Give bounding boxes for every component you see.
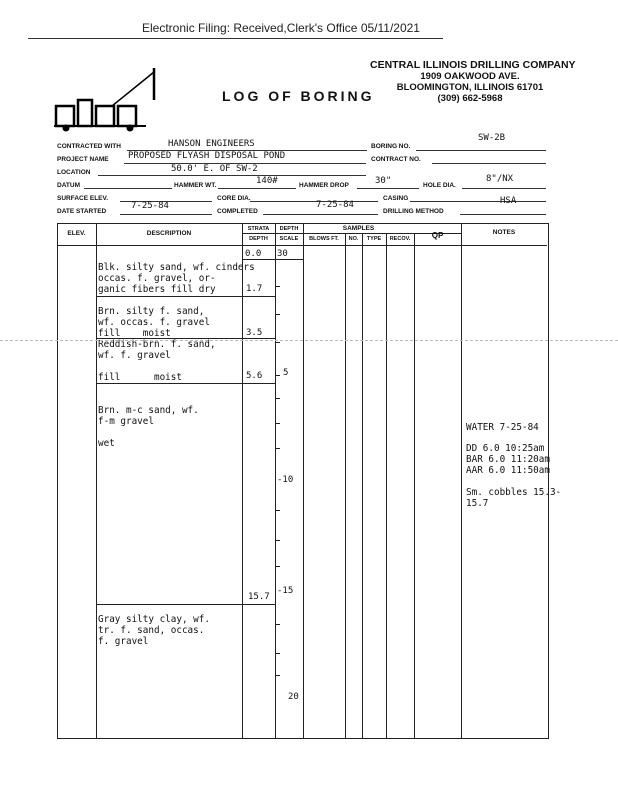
col-scale-header: SCALE [279, 236, 299, 242]
completed-label: COMPLETED [217, 208, 258, 215]
layer-2-description: Brn. silty f. sand, wf. occas. f. gravel fill moist [98, 306, 210, 339]
note-water: WATER 7-25-84 [466, 422, 539, 433]
scale-mark-5: 5 [283, 368, 289, 378]
note-dd: DD 6.0 10:25am [466, 443, 545, 454]
boring-no-value: SW-2B [478, 133, 506, 143]
filing-header: Electronic Filing: Received,Clerk's Office 05/11/2021 [142, 21, 420, 35]
layer-4-description: Brn. m-c sand, wf. f-m gravel wet [98, 405, 199, 449]
header-underline [28, 38, 443, 39]
col-description-header: DESCRIPTION [146, 230, 192, 237]
drilling-method-label: DRILLING METHOD [383, 208, 444, 215]
company-address-street: 1909 OAKWOOD AVE. [420, 71, 520, 82]
boring-no-label: BORING NO. [371, 143, 411, 150]
layer-2-depth: 3.5 [246, 328, 263, 338]
start-depth: 0.0 [245, 249, 262, 259]
scan-artifact-line [0, 340, 618, 341]
col-type-header: TYPE [366, 236, 382, 242]
project-name-value: PROPOSED FLYASH DISPOSAL POND [128, 151, 286, 161]
contract-no-label: CONTRACT NO. [371, 156, 421, 163]
hole-dia-value: 8"/NX [486, 174, 514, 184]
col-recov-header: RECOV. [389, 236, 411, 242]
layer-1-depth: 1.7 [246, 284, 263, 294]
cidco-logo [50, 66, 160, 132]
contracted-with-label: CONTRACTED WITH [57, 143, 121, 150]
company-address-city: BLOOMINGTON, ILLINOIS 61701 [396, 82, 544, 93]
col-blows-header: BLOWS FT. [309, 236, 339, 242]
hammer-drop-value: 30" [375, 176, 392, 186]
note-aar: AAR 6.0 11:50am [466, 465, 550, 476]
layer-1-description: Blk. silty sand, wf. cinders occas. f. gravel, or- ganic fibers fill dry [98, 262, 255, 295]
date-started-label: DATE STARTED [57, 208, 107, 215]
layer-4-depth: 15.7 [248, 592, 270, 602]
hammer-wt-value: 140# [256, 176, 278, 186]
location-label: LOCATION [57, 169, 91, 176]
col-qp-header: QP [431, 231, 444, 240]
scale-mark-20: 20 [288, 692, 299, 702]
drilling-method-value: HSA [500, 196, 517, 206]
note-bar: BAR 6.0 11:20am [466, 454, 550, 465]
casing-label: CASING [383, 195, 409, 202]
layer-3-boundary [96, 383, 275, 384]
layer-1-boundary [96, 296, 275, 297]
col-notes-header: NOTES [492, 229, 516, 236]
surface-elev-label: SURFACE ELEV. [57, 195, 109, 202]
col-samples-header: SAMPLES [342, 225, 375, 232]
layer-3-description: Reddish-brn. f. sand, wf. f. gravel fill moist [98, 339, 216, 383]
col-no-header: NO. [348, 236, 359, 242]
layer-5-description: Gray silty clay, wf. tr. f. sand, occas. f. gravel [98, 614, 210, 647]
core-dia-label: CORE DIA. [217, 195, 251, 202]
location-value: 50.0' E. OF SW-2 [171, 164, 258, 174]
company-phone: (309) 662-5968 [437, 93, 503, 104]
contracted-with-value: HANSON ENGINEERS [168, 139, 255, 149]
scale-mark-10: -10 [277, 475, 294, 485]
depth-scale [275, 258, 303, 738]
col-depth-header: DEPTH [249, 236, 268, 242]
scale-mark-15: -15 [277, 586, 294, 596]
completed-value: 7-25-84 [316, 200, 354, 210]
start-scale: 30 [277, 249, 288, 259]
form-title: LOG OF BORING [222, 88, 375, 104]
hammer-wt-label: HAMMER WT. [174, 182, 217, 189]
hole-dia-label: HOLE DIA. [423, 182, 456, 189]
company-name: CENTRAL ILLINOIS DRILLING COMPANY [370, 59, 576, 71]
col-strata-header: STRATA [247, 226, 270, 232]
datum-label: DATUM [57, 182, 80, 189]
col-depth-top-header: DEPTH [279, 226, 299, 232]
hammer-drop-label: HAMMER DROP [299, 182, 349, 189]
note-cobbles: Sm. cobbles 15.3- 15.7 [466, 487, 562, 509]
layer-3-depth: 5.6 [246, 371, 263, 381]
project-name-label: PROJECT NAME [57, 156, 109, 163]
date-started-value: 7-25-84 [131, 201, 169, 211]
col-elev-header: ELEV. [67, 230, 86, 237]
layer-4-boundary [96, 604, 275, 605]
